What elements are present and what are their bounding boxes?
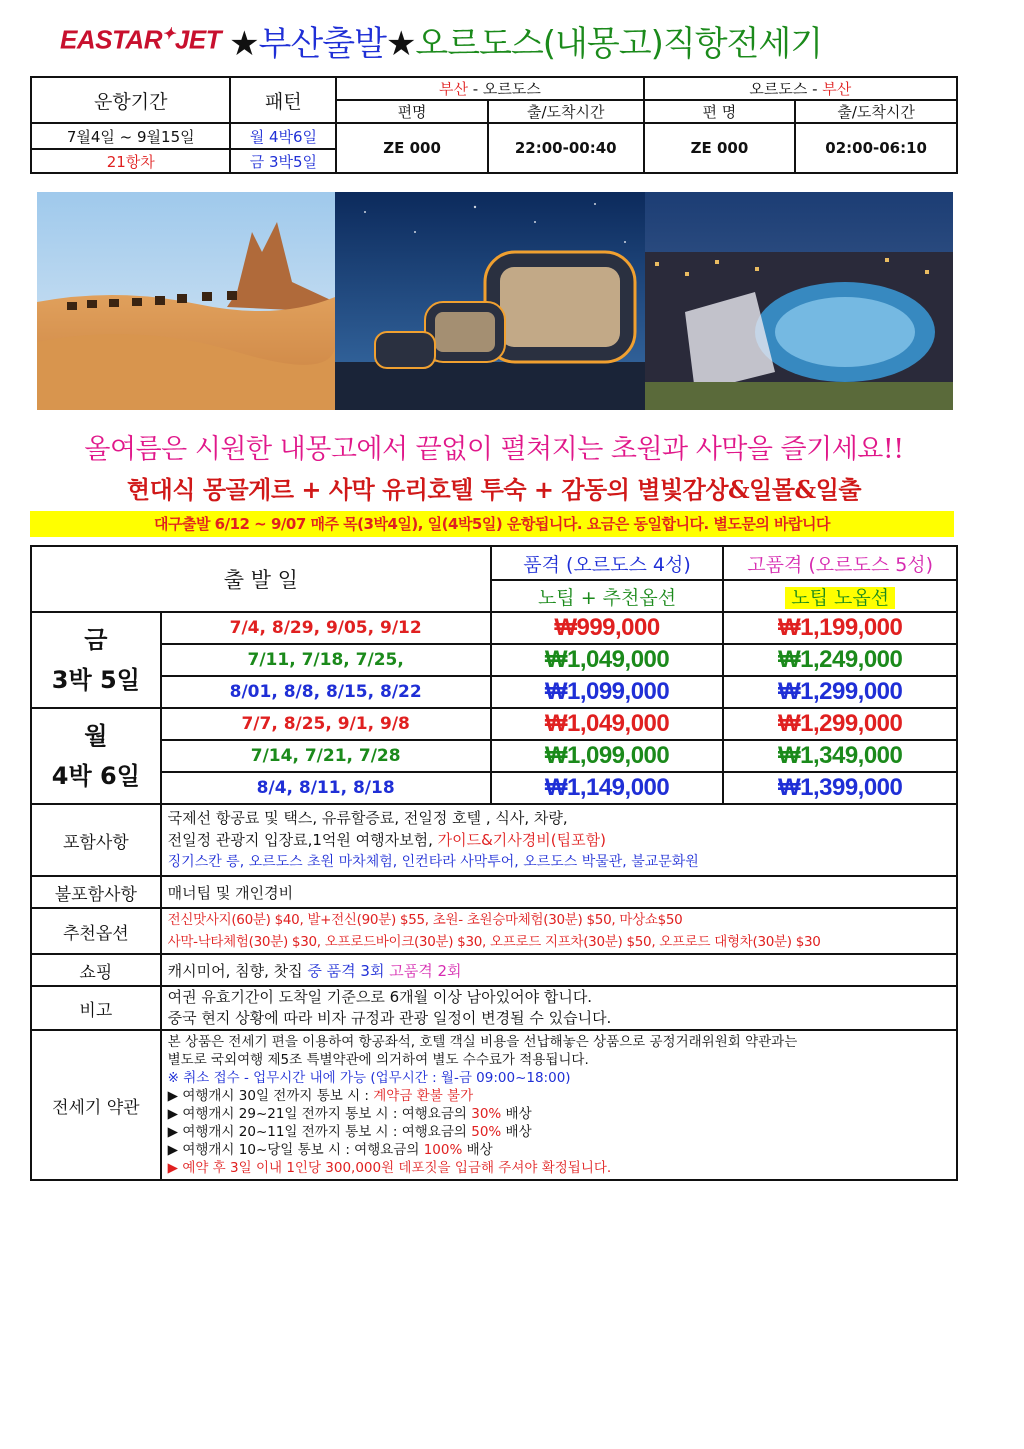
terms-label: 전세기 약관 (31, 1030, 161, 1180)
period-header: 운항기간 (31, 77, 230, 123)
date-row-2: 7/11, 7/18, 7/25, (161, 644, 491, 676)
remarks-label: 비고 (31, 986, 161, 1030)
options-label: 추천옵션 (31, 908, 161, 954)
logo-star-icon: ✦ (161, 26, 175, 44)
date-row-4: 7/7, 8/25, 9/1, 9/8 (161, 708, 491, 740)
shopping-items: 캐시미어, 침향, 찻집 중 품격 3회 고품격 2회 (161, 954, 957, 986)
monday-group-label: 월 4박 6일 (31, 708, 161, 804)
date-row-5: 7/14, 7/21, 7/28 (161, 740, 491, 772)
price-row-6-grade1: ₩1,149,000 (491, 772, 724, 804)
friday-group-label: 금 3박 5일 (31, 612, 161, 708)
price-row-1-grade1: ₩999,000 (491, 612, 724, 644)
glass-hotel-photo (335, 192, 645, 410)
price-row-1-grade2: ₩1,199,000 (723, 612, 957, 644)
price-row-3-grade2: ₩1,299,000 (723, 676, 957, 708)
out-flight-no: ZE 000 (336, 123, 488, 173)
options-items: 전신맛사지(60분) $40, 발+전신(90분) $55, 초원- 초원승마체험(30분) $50, 마상쇼$50 사막-낙타체험(30분) $30, 오프로드바이크(30분) $30, 오프로드 지프차(30분) $50, 오프로드 대형차(30분) $30 (161, 908, 957, 954)
price-table (30, 545, 958, 1181)
page-header (60, 14, 960, 66)
price-row-5-grade2: ₩1,349,000 (723, 740, 957, 772)
slogan-line-1: 올여름은 시원한 내몽고에서 끝없이 펼쳐지는 초원과 사막을 즐기세요!! (84, 434, 904, 465)
out-flight-no-header: 편명 (336, 100, 488, 123)
departure-header: 출 발 일 (31, 546, 491, 612)
price-row-2-grade2: ₩1,249,000 (723, 644, 957, 676)
eastar-jet-logo: EASTAR✦JET (60, 24, 222, 55)
excluded-label: 불포함사항 (31, 876, 161, 908)
pattern-monday: 월 4박6일 (230, 123, 336, 149)
back-flight-no: ZE 000 (644, 123, 796, 173)
flights-count: 21항차 (31, 149, 230, 173)
back-time: 02:00-06:10 (795, 123, 957, 173)
back-time-header: 출/도착시간 (795, 100, 957, 123)
price-row-3-grade1: ₩1,099,000 (491, 676, 724, 708)
grade2-subtitle: 노팁 노옵션 (723, 580, 957, 612)
slogan-line-2: 현대식 몽골게르 + 사막 유리호텔 투숙 + 감동의 별빛감상&일몰&일출 (126, 475, 862, 504)
route-return: 오르도스 - 부산 (644, 77, 957, 100)
terms-items: 본 상품은 전세기 편을 이용하여 항공좌석, 호텔 객실 비용을 선납해놓은 상품으로 공정거래위원회 약관과는 별도로 국외여행 제5조 특별약관에 의거하여 별도 수수료가 적용됩니다. ※ 취소 접수 - 업무시간 내에 가능 (업무시간 : 월-금 09:00~18:00) ▶ 여행개시 30일 전까지 통보 시 : 계약금 환불 불가 ▶ 여행개시 29~21일 전까지 통보 시 : 여행요금의 30% 배상 ▶ 여행개시 20~11일 전까지 통보 시 : 여행요금의 50% 배상 ▶ 여행개시 10~당일 통보 시 : 여행요금의 100% 배상 ▶ 예약 후 3일 이내 1인당 300,000원 데포짓을 입금해 주셔야 확정됩니다. (161, 1030, 957, 1180)
date-row-6: 8/4, 8/11, 8/18 (161, 772, 491, 804)
excluded-items: 매너팁 및 개인경비 (161, 876, 957, 908)
out-time: 22:00-00:40 (488, 123, 644, 173)
pattern-header: 패턴 (230, 77, 336, 123)
city-night-photo (645, 192, 953, 410)
included-label: 포함사항 (31, 804, 161, 876)
price-row-6-grade2: ₩1,399,000 (723, 772, 957, 804)
flight-schedule-table (30, 76, 958, 174)
price-row-2-grade1: ₩1,049,000 (491, 644, 724, 676)
pattern-friday: 금 3박5일 (230, 149, 336, 173)
price-row-4-grade1: ₩1,049,000 (491, 708, 724, 740)
included-items: 국제선 항공료 및 택스, 유류할증료, 전일정 호텔 , 식사, 차량, 전일정 관광지 입장료,1억원 여행자보험, 가이드&기사경비(팁포함) 징기스칸 릉, 오르도스 초원 마차체험, 인컨타라 사막투어, 오르도스 박물관, 불교문화원 (161, 804, 957, 876)
page-title: ★부산출발★오르도스(내몽고)직항전세기 (229, 23, 823, 64)
grade1-subtitle: 노팁 + 추천옵션 (491, 580, 724, 612)
price-row-5-grade1: ₩1,099,000 (491, 740, 724, 772)
date-row-1: 7/4, 8/29, 9/05, 9/12 (161, 612, 491, 644)
grade2-title: 고품격 (오르도스 5성) (723, 546, 957, 580)
grade1-title: 품격 (오르도스 4성) (491, 546, 724, 580)
date-row-3: 8/01, 8/8, 8/15, 8/22 (161, 676, 491, 708)
desert-camel-photo (37, 192, 335, 410)
shopping-label: 쇼핑 (31, 954, 161, 986)
price-row-4-grade2: ₩1,299,000 (723, 708, 957, 740)
period-value: 7월4일 ~ 9월15일 (31, 123, 230, 149)
back-flight-no-header: 편 명 (644, 100, 796, 123)
daegu-departure-notice: 대구출발 6/12 ~ 9/07 매주 목(3박4일), 일(4박5일) 운항됩니다. 요금은 동일합니다. 별도문의 바랍니다 (30, 511, 954, 537)
remarks-items: 여권 유효기간이 도착일 기준으로 6개월 이상 남아있어야 합니다. 중국 현지 상황에 따라 비자 규정과 관광 일정이 변경될 수 있습니다. (161, 986, 957, 1030)
route-outbound: 부산 - 오르도스 (336, 77, 643, 100)
out-time-header: 출/도착시간 (488, 100, 644, 123)
